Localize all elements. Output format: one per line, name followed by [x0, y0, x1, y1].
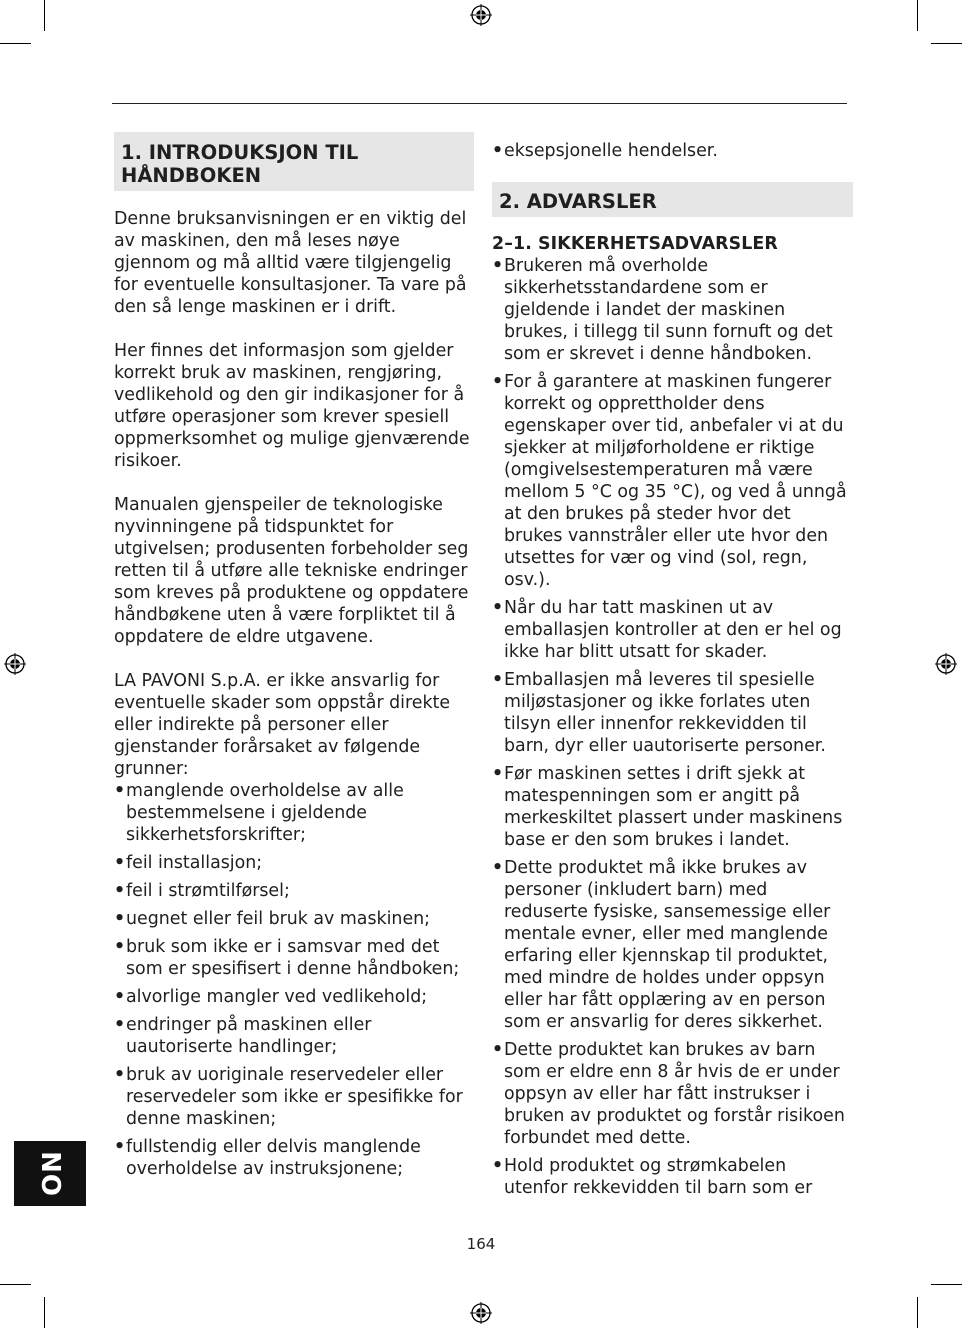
list-item: • uegnet eller feil bruk av maskinen;	[114, 908, 474, 930]
list-item: • alvorlige mangler ved vedlikehold;	[114, 986, 474, 1008]
crop-mark	[917, 0, 918, 31]
paragraph: Manualen gjenspeiler de teknologiske nyvinningene på tidspunktet for utgivelsen; produsenten forbeholder seg retten til å utføre alle tekniske endringer som kreves på produktene og oppdatere håndbøkene uten å være forpliktet til å oppdatere de eldre utgavene.	[114, 495, 469, 647]
list-item: • Dette produktet må ikke brukes av personer (inkludert barn) med reduserte fysiske, sansemessige eller mentale evner, eller med manglende erfaring eller kjennskap til produktet, med mindre de holdes under oppsyn eller har fått opplæring av en person som er ansvarlig for deres sikkerhet.	[492, 857, 853, 1033]
list-item: • Hold produktet og strømkabelen utenfor rekkevidden til barn som er	[492, 1155, 853, 1199]
list-item: • Emballasjen må leveres til spesielle miljøstasjoner og ikke forlates uten tilsyn eller innenfor rekkevidden til barn, dyr eller uautoriserte personer.	[492, 669, 853, 757]
crop-mark	[931, 1284, 962, 1285]
list-item: • feil installasjon;	[114, 852, 474, 874]
paragraph: Denne bruksanvisningen er en viktig del av maskinen, den må leses nøye gjennom og må alltid være tilgjengelig for eventuelle konsultasjoner. Ta vare på den så lenge maskinen er i drift.	[114, 209, 467, 317]
left-column	[114, 132, 474, 1186]
registration-mark-icon	[470, 1302, 492, 1324]
list-item: • bruk av uoriginale reservedeler eller reservedeler som ikke er spesifikke for denne maskinen;	[114, 1064, 474, 1130]
crop-mark	[931, 43, 962, 44]
crop-mark	[44, 0, 45, 31]
section-heading-warnings: 2. ADVARSLER	[492, 182, 853, 217]
list-item: • bruk som ikke er i samsvar med det som er spesifisert i denne håndboken;	[114, 936, 474, 980]
list-item: • Brukeren må overholde sikkerhetsstandardene som er gjeldende i landet der maskinen brukes, i tillegg til sunn fornuft og det som er skrevet i denne håndboken.	[492, 255, 853, 365]
list-item: • feil i strømtilførsel;	[114, 880, 474, 902]
liability-list	[114, 780, 474, 1180]
crop-mark	[44, 1297, 45, 1328]
list-item: • Når du har tatt maskinen ut av emballasjen kontroller at den er hel og ikke har blitt utsatt for skader.	[492, 597, 853, 663]
continued-list	[492, 140, 853, 162]
crop-mark	[917, 1297, 918, 1328]
section-heading-introduction: 1. INTRODUKSJON TIL HÅNDBOKEN	[114, 132, 474, 191]
list-item: • fullstendig eller delvis manglende overholdelse av instruksjonene;	[114, 1136, 474, 1180]
list-item: • eksepsjonelle hendelser.	[492, 140, 853, 162]
safety-warnings-list	[492, 255, 853, 1199]
subsection-heading: 2–1. SIKKERHETSADVARSLER	[492, 234, 778, 254]
paragraph: Her finnes det informasjon som gjelder korrekt bruk av maskinen, rengjøring, vedlikehold og den gir indikasjoner for å utføre operasjoner som krever spesiell oppmerksomhet og mulige gjenværende risikoer.	[114, 341, 470, 471]
language-tab	[14, 1141, 86, 1206]
registration-mark-icon	[935, 653, 957, 675]
list-item: • endringer på maskinen eller uautoriserte handlinger;	[114, 1014, 474, 1058]
language-code: NO	[35, 1150, 65, 1197]
list-item: • manglende overholdelse av alle bestemmelsene i gjeldende sikkerhetsforskrifter;	[114, 780, 474, 846]
paragraph: LA PAVONI S.p.A. er ikke ansvarlig for eventuelle skader som oppstår direkte eller indirekte på personer eller gjenstander forårsaket av følgende grunner:	[114, 671, 451, 779]
page-number: 164	[466, 1235, 496, 1253]
crop-mark	[0, 43, 31, 44]
crop-mark	[0, 1284, 31, 1285]
registration-mark-icon	[470, 4, 492, 26]
list-item: • Før maskinen settes i drift sjekk at matespenningen som er angitt på merkeskiltet plassert under maskinens base er den som brukes i landet.	[492, 763, 853, 851]
list-item: • Dette produktet kan brukes av barn som er eldre enn 8 år hvis de er under oppsyn av eller har fått instrukser i bruken av produktet og forstår risikoen forbundet med dette.	[492, 1039, 853, 1149]
list-item: • For å garantere at maskinen fungerer korrekt og opprettholder dens egenskaper over tid, anbefaler vi at du sjekker at miljøforholdene er riktige (omgivelsestemperaturen må være mellom 5 °C og 35 °C), og ved å unngå at den brukes på steder hvor det brukes vannstråler eller ute hvor den utsettes for vær og vind (sol, regn, osv.).	[492, 371, 853, 591]
right-column	[492, 140, 853, 1205]
registration-mark-icon	[4, 653, 26, 675]
header-rule	[112, 103, 847, 104]
